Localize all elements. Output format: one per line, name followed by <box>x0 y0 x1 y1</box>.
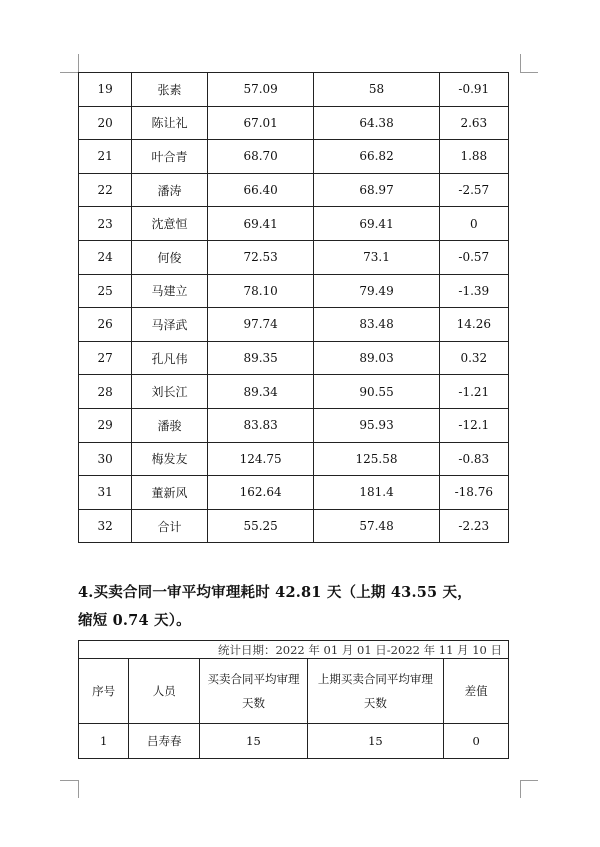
cell-no: 19 <box>79 73 132 107</box>
cell-previous: 89.03 <box>314 341 439 375</box>
cell-diff: -0.91 <box>439 73 508 107</box>
cell-name: 孔凡伟 <box>132 341 208 375</box>
cell-no: 28 <box>79 375 132 409</box>
cell-current: 55.25 <box>207 509 314 543</box>
cell-diff: 0 <box>444 724 509 759</box>
crop-mark-bottom-left-h <box>60 780 78 781</box>
cell-current: 68.70 <box>207 140 314 174</box>
cell-current: 15 <box>200 724 307 759</box>
cell-current: 124.75 <box>207 442 314 476</box>
cell-current: 83.83 <box>207 408 314 442</box>
cell-previous: 90.55 <box>314 375 439 409</box>
header-current: 买卖合同平均审理天数 <box>200 659 307 724</box>
cell-name: 陈让礼 <box>132 106 208 140</box>
cell-current: 78.10 <box>207 274 314 308</box>
cell-diff: 2.63 <box>439 106 508 140</box>
cell-no: 21 <box>79 140 132 174</box>
cell-diff: -12.1 <box>439 408 508 442</box>
table-row <box>79 274 509 308</box>
header-person: 人员 <box>129 659 200 724</box>
header-no: 序号 <box>79 659 129 724</box>
cell-current: 69.41 <box>207 207 314 241</box>
cell-current: 66.40 <box>207 173 314 207</box>
crop-mark-top-right-v <box>520 54 521 72</box>
table-row <box>79 408 509 442</box>
table-row <box>79 724 509 759</box>
cell-previous: 57.48 <box>314 509 439 543</box>
crop-mark-top-right-h <box>520 72 538 73</box>
cell-diff: -18.76 <box>439 476 508 510</box>
cell-diff: -1.39 <box>439 274 508 308</box>
table-row <box>79 207 509 241</box>
cell-previous: 68.97 <box>314 173 439 207</box>
cell-diff: 1.88 <box>439 140 508 174</box>
cell-no: 31 <box>79 476 132 510</box>
cell-previous: 73.1 <box>314 240 439 274</box>
table-row <box>79 341 509 375</box>
cell-name: 马建立 <box>132 274 208 308</box>
cell-diff: 14.26 <box>439 308 508 342</box>
header-diff: 差值 <box>444 659 509 724</box>
crop-mark-bottom-right-h <box>520 780 538 781</box>
table-row <box>79 442 509 476</box>
cell-name: 马泽武 <box>132 308 208 342</box>
table-row <box>79 140 509 174</box>
cell-diff: 0.32 <box>439 341 508 375</box>
cell-current: 89.35 <box>207 341 314 375</box>
table-row <box>79 375 509 409</box>
cell-diff: -0.83 <box>439 442 508 476</box>
cell-diff: 0 <box>439 207 508 241</box>
cell-no: 27 <box>79 341 132 375</box>
stat-date-range: 统计日期：2022 年 01 月 01 日-2022 年 11 月 10 日 <box>79 641 509 659</box>
cell-previous: 15 <box>307 724 444 759</box>
section4-heading-line2: 缩短 0.74 天）。 <box>78 612 191 629</box>
cell-previous: 69.41 <box>314 207 439 241</box>
cell-diff: -0.57 <box>439 240 508 274</box>
table-row <box>79 509 509 543</box>
cell-name: 沈意恒 <box>132 207 208 241</box>
cell-name: 潘骏 <box>132 408 208 442</box>
cell-name: 合计 <box>132 509 208 543</box>
cell-no: 24 <box>79 240 132 274</box>
cell-previous: 58 <box>314 73 439 107</box>
cell-name: 张素 <box>132 73 208 107</box>
cell-previous: 95.93 <box>314 408 439 442</box>
cell-previous: 181.4 <box>314 476 439 510</box>
sales-contract-duration-table <box>78 640 509 759</box>
table-row <box>79 476 509 510</box>
cell-name: 梅发友 <box>132 442 208 476</box>
cell-current: 89.34 <box>207 375 314 409</box>
cell-current: 57.09 <box>207 73 314 107</box>
continued-duration-table <box>78 72 509 543</box>
cell-no: 22 <box>79 173 132 207</box>
cell-no: 32 <box>79 509 132 543</box>
cell-previous: 83.48 <box>314 308 439 342</box>
cell-current: 162.64 <box>207 476 314 510</box>
table-row <box>79 240 509 274</box>
cell-previous: 125.58 <box>314 442 439 476</box>
cell-name: 何俊 <box>132 240 208 274</box>
cell-no: 20 <box>79 106 132 140</box>
cell-previous: 64.38 <box>314 106 439 140</box>
cell-name: 吕寿春 <box>129 724 200 759</box>
cell-no: 1 <box>79 724 129 759</box>
cell-diff: -2.57 <box>439 173 508 207</box>
cell-name: 潘涛 <box>132 173 208 207</box>
cell-previous: 66.82 <box>314 140 439 174</box>
crop-mark-top-left-v <box>78 54 79 72</box>
section4-heading-line1: 4.买卖合同一审平均审理耗时 42.81 天（上期 43.55 天， <box>78 584 472 601</box>
cell-current: 67.01 <box>207 106 314 140</box>
cell-name: 董新风 <box>132 476 208 510</box>
cell-no: 26 <box>79 308 132 342</box>
cell-no: 25 <box>79 274 132 308</box>
cell-no: 29 <box>79 408 132 442</box>
crop-mark-top-left-h <box>60 72 78 73</box>
table-row <box>79 308 509 342</box>
table-row <box>79 73 509 107</box>
table-row <box>79 106 509 140</box>
cell-no: 30 <box>79 442 132 476</box>
cell-current: 72.53 <box>207 240 314 274</box>
crop-mark-bottom-left-v <box>78 780 79 798</box>
cell-diff: -2.23 <box>439 509 508 543</box>
cell-name: 叶合青 <box>132 140 208 174</box>
header-previous: 上期买卖合同平均审理天数 <box>307 659 444 724</box>
cell-current: 97.74 <box>207 308 314 342</box>
cell-diff: -1.21 <box>439 375 508 409</box>
table-row <box>79 173 509 207</box>
crop-mark-bottom-right-v <box>520 780 521 798</box>
cell-name: 刘长江 <box>132 375 208 409</box>
cell-no: 23 <box>79 207 132 241</box>
cell-previous: 79.49 <box>314 274 439 308</box>
